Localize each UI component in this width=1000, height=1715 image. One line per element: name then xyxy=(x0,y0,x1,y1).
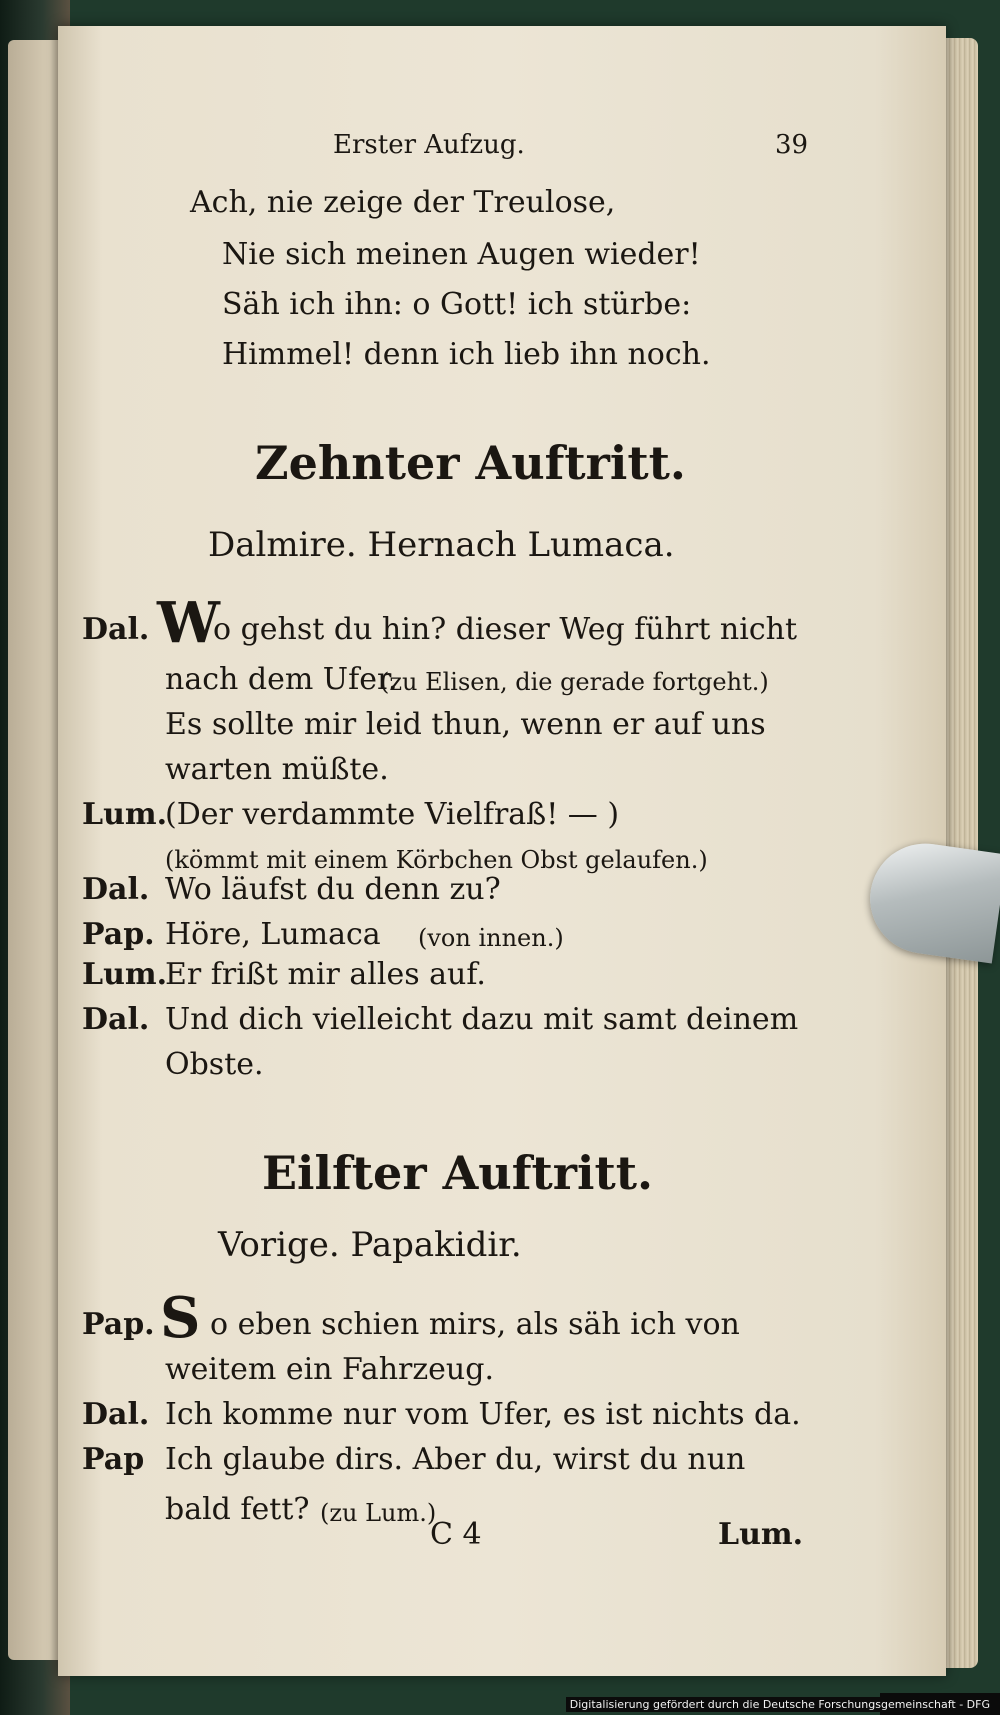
scene-heading: Eilfter Auftritt. xyxy=(262,1146,653,1200)
stage-direction: (zu Lum.) xyxy=(320,1499,437,1527)
dialogue-line: Es sollte mir leid thun, wenn er auf uns xyxy=(165,707,766,742)
scene-characters: Dalmire. Hernach Lumaca. xyxy=(208,525,675,565)
speaker-label: Dal. xyxy=(82,872,150,907)
dialogue-line: Er frißt mir alles auf. xyxy=(165,957,486,992)
stage-direction: (von innen.) xyxy=(418,924,564,952)
dialogue-line: Und dich vielleicht dazu mit samt deinem xyxy=(165,1002,799,1037)
dialogue-line: Obste. xyxy=(165,1047,264,1082)
speaker-label: Lum. xyxy=(82,797,168,832)
funding-credit: Digitalisierung gefördert durch die Deutsche Forschungsgemeinschaft - DFG xyxy=(566,1697,994,1712)
dialogue-line: weitem ein Fahrzeug. xyxy=(165,1352,494,1387)
drop-cap: S xyxy=(160,1285,201,1351)
dialogue-line: Wo läufst du denn zu? xyxy=(165,872,501,907)
dialogue-line: Höre, Lumaca xyxy=(165,917,381,952)
stage-direction: (zu Elisen, die gerade fortgeht.) xyxy=(380,668,769,696)
dialogue-line: Ich komme nur vom Ufer, es ist nichts da. xyxy=(165,1397,801,1432)
dialogue-line: nach dem Ufer. xyxy=(165,662,398,697)
dialogue-line: o gehst du hin? dieser Weg führt nicht xyxy=(213,612,798,647)
dialogue-line: Ich glaube dirs. Aber du, wirst du nun xyxy=(165,1442,746,1477)
speaker-label: Dal. xyxy=(82,1397,150,1432)
speaker-label: Pap xyxy=(82,1442,145,1477)
scene-heading: Zehnter Auftritt. xyxy=(255,436,686,490)
verse-line: Säh ich ihn: o Gott! ich stürbe: xyxy=(222,287,692,322)
dialogue-line: bald fett? xyxy=(165,1492,310,1527)
catchword: Lum. xyxy=(718,1517,804,1552)
speaker-label: Lum. xyxy=(82,957,168,992)
signature-mark: C 4 xyxy=(430,1517,482,1552)
verse-line: Himmel! denn ich lieb ihn noch. xyxy=(222,337,711,372)
dialogue-line: (Der verdammte Vielfraß! — ) xyxy=(165,797,620,832)
drop-cap: W xyxy=(157,590,220,656)
verse-line: Ach, nie zeige der Treulose, xyxy=(190,185,616,220)
stage-direction: (kömmt mit einem Körbchen Obst gelaufen.) xyxy=(165,846,708,874)
running-head: Erster Aufzug. xyxy=(333,130,525,160)
speaker-label: Dal. xyxy=(82,612,150,647)
dialogue-line: o eben schien mirs, als säh ich von xyxy=(210,1307,740,1342)
speaker-label: Dal. xyxy=(82,1002,150,1037)
verse-line: Nie sich meinen Augen wieder! xyxy=(222,237,701,272)
dialogue-line: warten müßte. xyxy=(165,752,389,787)
page-number: 39 xyxy=(775,130,809,160)
speaker-label: Pap. xyxy=(82,917,155,952)
scene-characters: Vorige. Papakidir. xyxy=(218,1225,522,1265)
speaker-label: Pap. xyxy=(82,1307,155,1342)
